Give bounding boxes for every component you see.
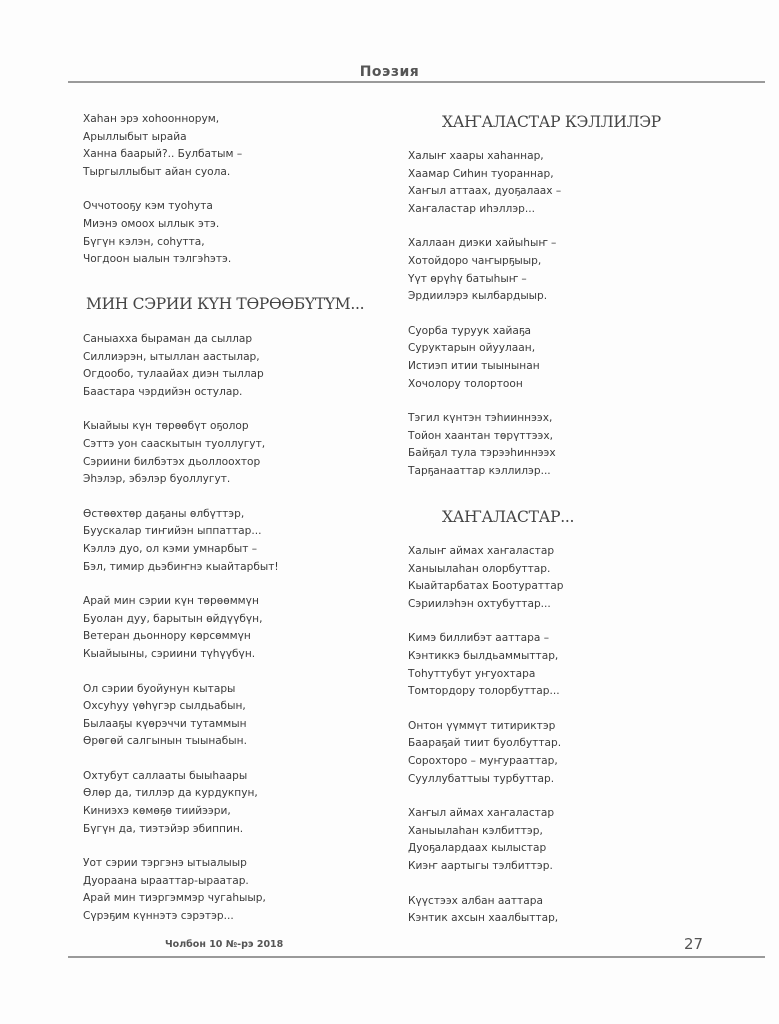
- stanza: [408, 543, 563, 613]
- verse-line: Охтубут саллааты быыһаары: [83, 769, 248, 782]
- verse-line: Кыайыыны, сэриини түһүүбүн.: [83, 647, 256, 660]
- verse-line: Тэгил күнтэн тэһииннээх,: [408, 412, 553, 425]
- verse-line: Миэнэ омоох ыллык этэ.: [83, 217, 220, 230]
- verse-line: Бүгүн да, тиэтэйэр эбиппин.: [83, 822, 244, 835]
- poem-body: [408, 543, 563, 945]
- stanza: [83, 331, 279, 401]
- verse-line: Уот сэрии тэргэнэ ытыалыыр: [83, 857, 247, 870]
- footer-rule: [68, 956, 765, 958]
- stanza: [83, 681, 279, 751]
- stanza: [83, 198, 242, 268]
- stanza: [408, 630, 563, 700]
- verse-line: Хаҥаластар иһэллэр...: [408, 202, 535, 215]
- stanza: [83, 593, 279, 663]
- verse-line: Саныахха быраман да сыллар: [83, 333, 253, 345]
- left-column: [83, 111, 242, 286]
- verse-line: Бүгүн кэлэн, соһутта,: [83, 235, 205, 248]
- verse-line: Былааҕы күөрэччи тутаммын: [83, 717, 247, 730]
- stanza: [83, 506, 279, 576]
- verse-line: Сэттэ уон сааскытын туоллугут,: [83, 437, 266, 450]
- stanza: [408, 323, 561, 393]
- poem-body: [83, 331, 279, 943]
- verse-line: Бэл, тимир дьэбиҥнэ кыайтарбыт!: [83, 560, 279, 573]
- verse-line: Байҕал тула тэрээһиннээх: [408, 447, 556, 460]
- verse-line: Кыайыы күн төрөөбүт оҕолор: [83, 420, 249, 433]
- verse-line: Хочолору толортоон: [408, 377, 523, 390]
- verse-line: Ол сэрии буойунун кытары: [83, 682, 236, 695]
- verse-line: Арыллыбыт ырайа: [83, 130, 187, 143]
- section-header: Поэзия: [359, 64, 420, 80]
- verse-line: Силлиэрэн, ытыллан аастылар,: [83, 350, 260, 363]
- verse-line: Эрдиилэрэ кылбардыыр.: [408, 290, 548, 303]
- magazine-issue: Чолбон 10 №-рэ 2018: [165, 939, 284, 950]
- verse-line: Күүстээх албан ааттара: [408, 894, 543, 907]
- verse-line: Ханыылаһан кэлбиттэр,: [408, 824, 543, 837]
- verse-line: Суорба туруук хайаҕа: [408, 324, 531, 337]
- verse-line: Халлаан диэки хайыһыҥ –: [408, 237, 557, 250]
- verse-line: Өстөөхтөр даҕаны өлбүттэр,: [83, 507, 245, 520]
- verse-line: Киэҥ аартыгы тэлбиттэр.: [408, 859, 553, 872]
- verse-line: Сүрэҕим күннэтэ сэрэтэр...: [83, 910, 234, 923]
- verse-line: Халыҥ аймах хаҥаластар: [408, 545, 555, 557]
- poem-title: ХАҤАЛАСТАР...: [442, 508, 575, 526]
- verse-line: Оччотооҕу кэм туоһута: [83, 200, 213, 213]
- verse-line: Сууллубаттыы турбуттар.: [408, 772, 555, 785]
- stanza: [408, 148, 561, 218]
- verse-line: Буолан дуу, барытын өйдүүбүн,: [83, 612, 263, 625]
- verse-line: Хаҥыл аттаах, дуоҕалаах –: [408, 185, 562, 198]
- poem-title: МИН СЭРИИ КҮН ТӨРӨӨБҮТҮМ...: [86, 295, 365, 313]
- poem-body: [408, 148, 561, 498]
- verse-line: Кэнтиккэ былдьаммыттар,: [408, 649, 559, 662]
- verse-line: Тарҕанааттар кэллилэр...: [408, 464, 551, 477]
- verse-line: Арай мин тиэргэммэр чугаһыыр,: [83, 892, 266, 905]
- stanza: [83, 768, 279, 838]
- verse-line: Охсуһуу үөһүгэр сылдьабын,: [83, 700, 246, 713]
- verse-line: Өрөгөй салгынын тыынабын.: [83, 735, 247, 748]
- poem-stanzas: [408, 543, 563, 928]
- verse-line: Истиэп итии тыынынан: [408, 359, 540, 372]
- verse-line: Сэриини билбэтэх дьоллоохтор: [83, 455, 261, 468]
- verse-line: Баастара чэрдийэн остулар.: [83, 385, 243, 398]
- verse-line: Томтордору толорбуттар...: [408, 685, 560, 698]
- stanza: [408, 805, 563, 875]
- verse-line: Кэллэ дуо, ол кэми умнарбыт –: [83, 542, 258, 555]
- verse-line: Огдообо, тулаайах диэн тыллар: [83, 368, 264, 381]
- verse-line: Баараҕай тиит буолбуттар.: [408, 737, 562, 750]
- intro-poem: [83, 111, 242, 269]
- verse-line: Кэнтик ахсын хаалбыттар,: [408, 912, 559, 925]
- verse-line: Ханна баарый?.. Булбатым –: [83, 148, 243, 161]
- verse-line: Хаҥыл аймах хаҥаластар: [408, 807, 555, 820]
- verse-line: Халыҥ хаары хаһаннар,: [408, 150, 544, 162]
- poem-stanzas: [408, 148, 561, 481]
- stanza: [83, 111, 242, 181]
- stanza: [408, 718, 563, 788]
- stanza: [408, 893, 563, 928]
- verse-line: Ветеран дьоннору көрсөммүн: [83, 630, 251, 643]
- header-rule: [68, 81, 765, 83]
- verse-line: Хотойдоро чаҥырҕыыр,: [408, 254, 542, 267]
- verse-line: Киниэхэ көмөҕө тиийээри,: [83, 805, 231, 818]
- verse-line: Арай мин сэрии күн төрөөммүн: [83, 595, 259, 608]
- poem-title: ХАҤАЛАСТАР КЭЛЛИЛЭР: [442, 113, 661, 131]
- verse-line: Кыайтарбатах Боотураттар: [408, 580, 564, 593]
- verse-line: Тоһуттубут уҥуохтара: [408, 667, 536, 680]
- verse-line: Сорохторо – муҥурааттар,: [408, 754, 558, 767]
- page-number: 27: [684, 935, 704, 953]
- verse-line: Сэриилэһэн охтубуттар...: [408, 597, 551, 610]
- verse-line: Өлөр да, тиллэр да курдукпун,: [83, 787, 258, 800]
- stanza: [83, 418, 279, 488]
- stanza: [83, 855, 279, 925]
- verse-line: Эһэлэр, эбэлэр буоллугут.: [83, 473, 231, 486]
- verse-line: Чогдоон ыалын тэлгэһэтэ.: [83, 253, 232, 266]
- verse-line: Үүт өрүһү батыһыҥ –: [408, 272, 527, 285]
- verse-line: Ханыылаһан олорбуттар.: [408, 562, 551, 575]
- verse-line: Тойон хаантан төрүттээх,: [408, 429, 554, 442]
- verse-line: Суруктарын ойуулаан,: [408, 342, 536, 355]
- poem-stanzas: [83, 331, 279, 926]
- verse-line: Дуораана ырааттар-ыраатар.: [83, 874, 249, 887]
- stanza: [408, 410, 561, 480]
- verse-line: Хаһан эрэ хоһооннорум,: [83, 113, 220, 125]
- verse-line: Онтон үүммүт титириктэр: [408, 719, 556, 732]
- stanza: [408, 235, 561, 305]
- verse-line: Хаамар Сиһин туораннар,: [408, 167, 554, 180]
- verse-line: Кимэ биллибэт ааттара –: [408, 632, 550, 645]
- verse-line: Дуоҕалардаах кылыстар: [408, 842, 547, 855]
- verse-line: Тыргыллыбыт айан суола.: [83, 165, 231, 178]
- verse-line: Бууcкалар тиҥийэн ыппаттар...: [83, 525, 262, 538]
